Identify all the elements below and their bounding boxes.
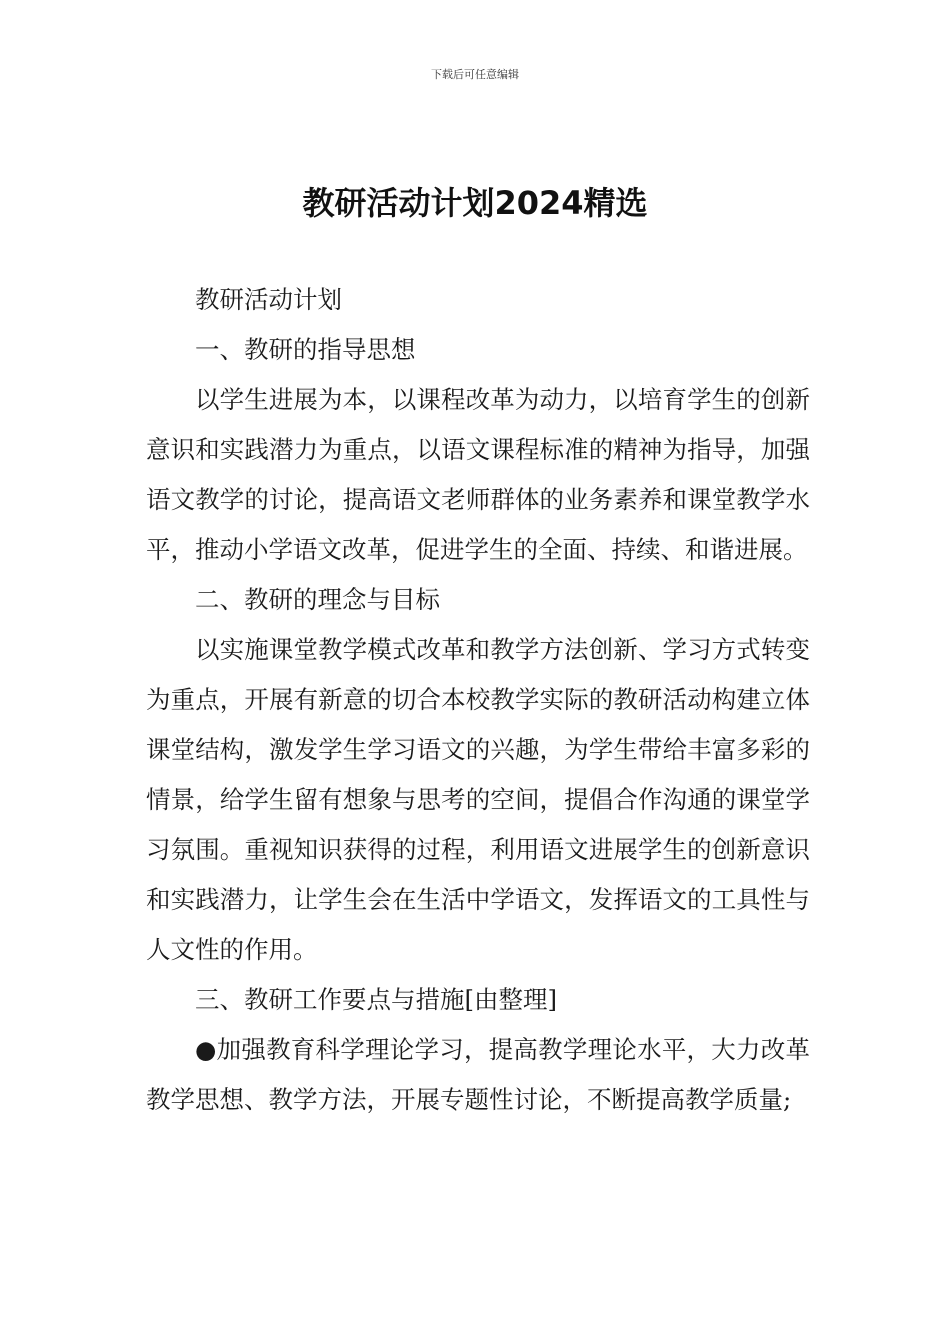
page-header-note: 下载后可任意编辑 (431, 68, 519, 81)
bullet-paragraph: ●加强教育科学理论学习，提高教学理论水平，大力改革教学思想、教学方法，开展专题性讨论，不断提高教学质量; (146, 1035, 810, 1114)
document-body (146, 275, 810, 1125)
section-heading: 二、教研的理念与目标 (195, 585, 440, 614)
section-heading: 一、教研的指导思想 (195, 335, 416, 364)
document-title: 教研活动计划2024精选 (302, 184, 648, 222)
section-heading: 三、教研工作要点与措施[由整理] (195, 985, 558, 1014)
body-paragraph: 以实施课堂教学模式改革和教学方法创新、学习方式转变为重点，开展有新意的切合本校教学实际的教研活动构建立体课堂结构，激发学生学习语文的兴趣，为学生带给丰富多彩的情景，给学生留有想象与思考的空间，提倡合作沟通的课堂学习氛围。重视知识获得的过程，利用语文进展学生的创新意识和实践潜力，让学生会在生活中学语文，发挥语文的工具性与人文性的作用。 (146, 635, 810, 964)
section-heading: 教研活动计划 (195, 285, 342, 314)
body-paragraph: 以学生进展为本，以课程改革为动力，以培育学生的创新意识和实践潜力为重点，以语文课程标准的精神为指导，加强语文教学的讨论，提高语文老师群体的业务素养和课堂教学水平，推动小学语文改革，促进学生的全面、持续、和谐进展。 (146, 385, 810, 564)
